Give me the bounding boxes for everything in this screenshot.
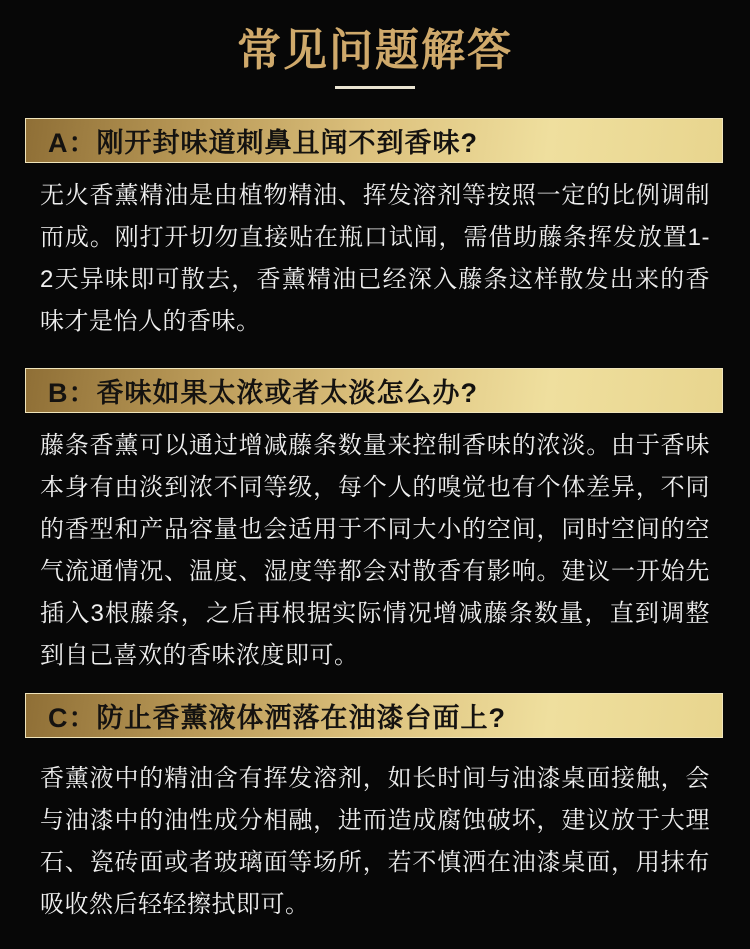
faq-question-bar-a bbox=[25, 118, 723, 163]
faq-question-text-c: C：防止香薰液体洒落在油漆台面上? bbox=[48, 703, 506, 733]
faq-question-bar-b bbox=[25, 368, 723, 413]
faq-question-text-b: B：香味如果太浓或者太淡怎么办? bbox=[48, 378, 478, 408]
faq-section-b bbox=[0, 368, 750, 677]
page-header bbox=[0, 0, 750, 89]
faq-section-a bbox=[0, 118, 750, 343]
faq-section-c bbox=[0, 693, 750, 926]
faq-question-text-a: A：刚开封味道刺鼻且闻不到香味? bbox=[48, 128, 478, 158]
faq-answer-text-b: 藤条香薰可以通过增减藤条数量来控制香味的浓淡。由于香味本身有由淡到浓不同等级，每个人的嗅觉也有个体差异，不同的香型和产品容量也会适用于不同大小的空间，同时空间的空气流通情况、温度、湿度等都会对散香有影响。建议一开始先插入3根藤条，之后再根据实际情况增减藤条数量，直到调整到自己喜欢的香味浓度即可。 bbox=[40, 432, 710, 669]
page-title: 常见问题解答 bbox=[237, 26, 513, 75]
title-underline-divider bbox=[335, 86, 415, 89]
faq-question-bar-c bbox=[25, 693, 723, 738]
faq-answer-text-a: 无火香薰精油是由植物精油、挥发溶剂等按照一定的比例调制而成。刚打开切勿直接贴在瓶口试闻，需借助藤条挥发放置1-2天异味即可散去，香薰精油已经深入藤条这样散发出来的香味才是怡人的香味。 bbox=[40, 182, 710, 335]
faq-answer-text-c: 香薰液中的精油含有挥发溶剂，如长时间与油漆桌面接触，会与油漆中的油性成分相融，进而造成腐蚀破坏，建议放于大理石、瓷砖面或者玻璃面等场所，若不慎洒在油漆桌面，用抹布吸收然后轻轻擦拭即可。 bbox=[40, 765, 710, 918]
